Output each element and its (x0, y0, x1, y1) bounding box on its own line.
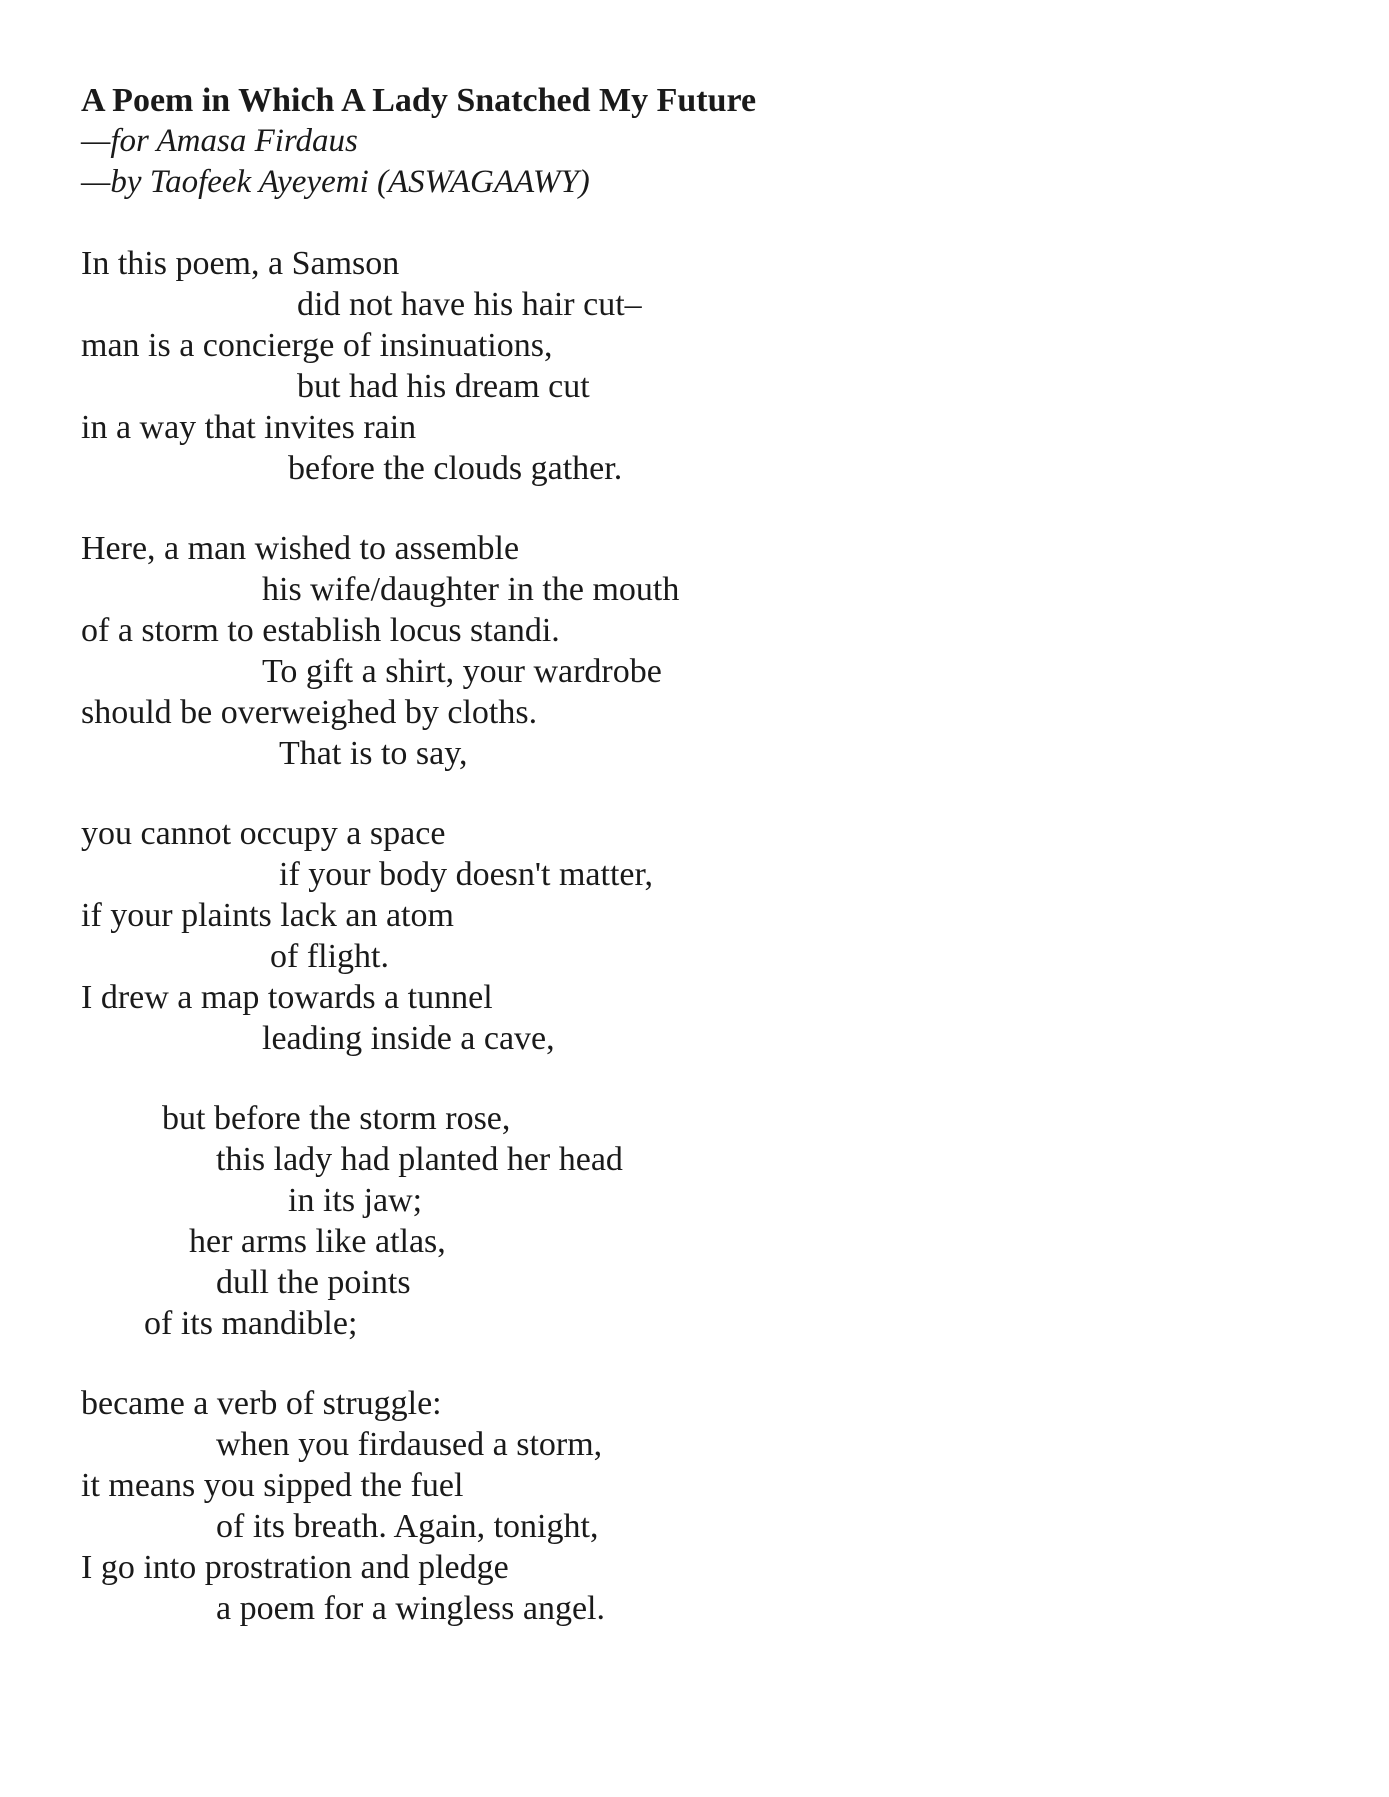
poem-line: That is to say, (279, 735, 468, 772)
poem-line: it means you sipped the fuel (81, 1467, 464, 1504)
poem-line: in a way that invites rain (81, 409, 417, 446)
poem-line: a poem for a wingless angel. (216, 1590, 605, 1627)
poem-line: of a storm to establish locus standi. (81, 612, 560, 649)
poem-line: this lady had planted her head (216, 1141, 623, 1178)
poem-line: when you firdaused a storm, (216, 1426, 603, 1463)
poem-line: In this poem, a Samson (81, 245, 400, 282)
poem-title: A Poem in Which A Lady Snatched My Future (81, 82, 757, 119)
poem-line: of its breath. Again, tonight, (216, 1508, 599, 1545)
poem-line: of its mandible; (144, 1305, 358, 1342)
poem-line: but before the storm rose, (162, 1100, 511, 1137)
poem-line: you cannot occupy a space (81, 815, 446, 852)
poem-line: leading inside a cave, (262, 1020, 555, 1057)
poem-line: should be overweighed by cloths. (81, 694, 538, 731)
poem-line: Here, a man wished to assemble (81, 530, 520, 567)
poem-line: I drew a map towards a tunnel (81, 979, 493, 1016)
poem-line: but had his dream cut (297, 368, 590, 405)
poem-author: —by Taofeek Ayeyemi (ASWAGAAWY) (81, 164, 590, 200)
poem-line: To gift a shirt, your wardrobe (262, 653, 662, 690)
poem-line: of flight. (270, 938, 389, 975)
poem-line: I go into prostration and pledge (81, 1549, 509, 1586)
poem-line: if your body doesn't matter, (279, 856, 653, 893)
poem-line: became a verb of struggle: (81, 1385, 442, 1422)
poem-dedication: —for Amasa Firdaus (81, 123, 358, 159)
poem-line: before the clouds gather. (288, 450, 623, 487)
poem-line: did not have his hair cut– (297, 286, 642, 323)
poem-line: her arms like atlas, (189, 1223, 446, 1260)
poem-line: if your plaints lack an atom (81, 897, 454, 934)
poem-line: man is a concierge of insinuations, (81, 327, 553, 364)
poem-line: in its jaw; (288, 1182, 423, 1219)
poem-line: dull the points (216, 1264, 411, 1301)
poem-line: his wife/daughter in the mouth (262, 571, 680, 608)
